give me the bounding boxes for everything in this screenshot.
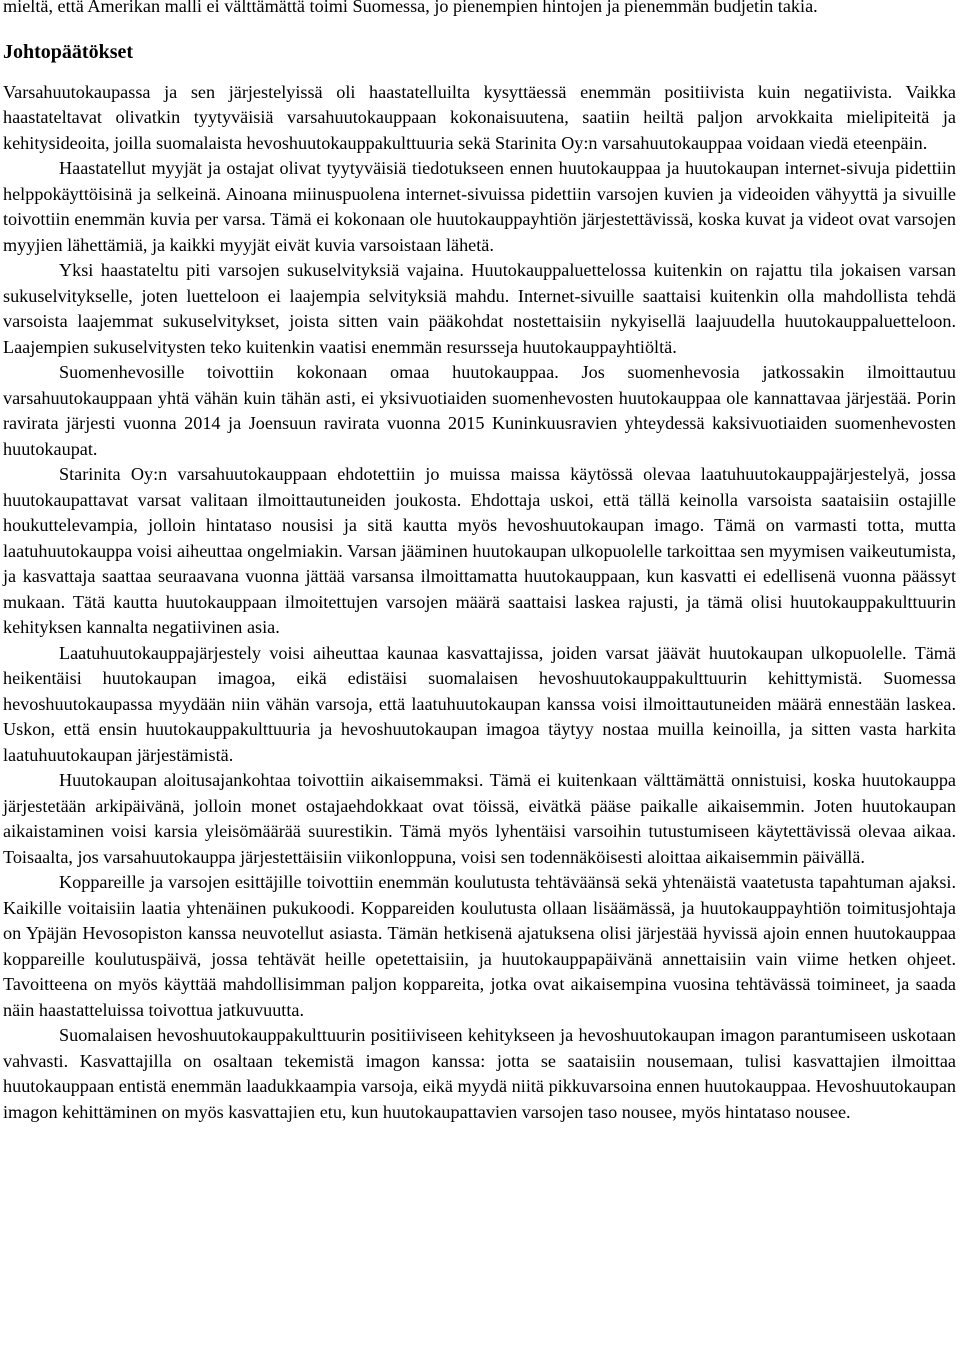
paragraph-4: Suomenhevosille toivottiin kokonaan omaa huutokauppaa. Jos suomenhevosia jatkossakin ilmoittautuu varsahuutokauppaan yhtä vähän kuin tähän asti, ei yksivuotiaiden suomenhevosten huutokauppaa ole kannattavaa järjestää. Porin ravirata järjesti vuonna 2014 ja Joensuun ravirata vuonna 2015 Kuninkuusravien yhteydessä kaksivuotiaiden suomenhevosten huutokaupat. bbox=[3, 362, 956, 459]
paragraph-2: Haastatellut myyjät ja ostajat olivat tyytyväisiä tiedotukseen ennen huutokauppaa ja huutokaupan internet-sivuja pidettiin helppokäyttöisinä ja selkeinä. Ainoana miinuspuolena internet-sivuissa pidettiin varsojen kuvien ja videoiden vähyyttä ja sivuille toivottiin enemmän kuvia per varsa. Tämä ei kokonaan ole huutokauppayhtiön järjestettävissä, koska kuvat ja videot ovat varsojen myyjien lähettämiä, ja kaikki myyjät eivät kuvia varsoistaan lähetä. bbox=[3, 158, 956, 255]
paragraph-1: Varsahuutokaupassa ja sen järjestelyissä oli haastatelluilta kysyttäessä enemmän positiivista kuin negatiivista. Vaikka haastateltavat olivatkin tyytyväisiä varsahuutokauppaan kokonaisuutena, saatiin heiltä paljon arvokkaita mielipiteitä ja kehitysideoita, joilla suomalaista hevoshuutokauppakulttuuria sekä Starinita Oy:n varsahuutokauppaa voidaan viedä eteenpäin. bbox=[3, 81, 956, 153]
paragraph-9: Suomalaisen hevoshuutokauppakulttuurin positiiviseen kehitykseen ja hevoshuutokaupan imagon parantumiseen uskotaan vahvasti. Kasvattajilla on osaltaan tekemistä imagon kanssa: jotta se saataisiin nousemaan, tulisi kasvattajien ilmoittaa huutokauppaan entistä enemmän laadukkaampia varsoja, eikä myydä niitä pikkuvarsoina ennen huutokauppaa. Hevoshuutokaupan imagon kehittäminen on myös kasvattajien etu, kun huutokaupattavien varsojen taso nousee, myös hintataso nousee. bbox=[3, 1025, 956, 1122]
paragraph-8: Koppareille ja varsojen esittäjille toivottiin enemmän koulutusta tehtäväänsä sekä yhtenäistä vaatetusta tapahtuman ajaksi. Kaikille voitaisiin laatia yhtenäinen pukukoodi. Koppareiden koulutusta ollaan lisäämässä, ja huutokauppayhtiön toimitusjohtaja on Ypäjän Hevosopiston kanssa neuvotellut asiasta. Tämän hetkisenä ajatuksena olisi järjestää hyvissä ajoin ennen huutokauppaa koppareille koulutuspäivä, jossa tehtävät heille opetettaisiin, ja huutokauppapäivänä annettaisiin vain viime hetken ohjeet. Tavoitteena on myös käyttää mahdollisimman paljon koppareita, jotka ovat aikaisempina vuosina tehtävässä toimineet, ja saada näin haastatteluissa toivottua jatkuvuutta. bbox=[3, 872, 956, 1020]
paragraph-3: Yksi haastateltu piti varsojen sukuselvityksiä vajaina. Huutokauppaluettelossa kuitenkin on rajattu tila jokaisen varsan sukuselvitykselle, joten luetteloon ei laajempia selvityksiä mahdu. Internet-sivuille saattaisi kuitenkin olla mahdollista tehdä varsoista laajemmat sukuselvitykset, joista sitten vain pääkohdat nostettaisiin nykyisellä laajuudella huutokauppaluetteloon. Laajempien sukuselvitysten teko kuitenkin vaatisi enemmän resursseja huutokauppayhtiöltä. bbox=[3, 260, 956, 357]
section-heading: Johtopäätökset bbox=[3, 40, 134, 63]
paragraph-5: Starinita Oy:n varsahuutokauppaan ehdotettiin jo muissa maissa käytössä olevaa laatuhuutokauppajärjestelyä, jossa huutokaupattavat varsat valitaan ilmoittautuneiden joukosta. Ehdottaja uskoi, että tällä keinolla varsoista saataisiin ostajille houkuttelevampia, jolloin hintataso nousisi ja sitä kautta myös hevoshuutokaupan imago. Tämä on varmasti totta, mutta laatuhuutokauppa voisi aiheuttaa ongelmiakin. Varsan jääminen huutokaupan ulkopuolelle tarkoittaa sen myymisen vaikeutumista, ja kasvattaja saattaa seuraavana vuonna jättää varsansa ilmoittamatta huutokauppaan, kun kasvatti ei edellisenä vuonna päässyt mukaan. Tätä kautta huutokauppaan ilmoitettujen varsojen määrä saattaisi laskea rajusti, ja tämä olisi huutokauppakulttuurin kehityksen kannalta negatiivinen asia. bbox=[3, 464, 956, 637]
paragraph-6: Laatuhuutokauppajärjestely voisi aiheuttaa kaunaa kasvattajissa, joiden varsat jäävät huutokaupan ulkopuolelle. Tämä heikentäisi huutokaupan imagoa, eikä edistäisi suomalaisen hevoshuutokauppakulttuurin kehittymistä. Suomessa hevoshuutokaupassa myydään niin vähän varsoja, että laatuhuutokaupan kanssa voisi ilmoittautuneiden määrä ennestään laskea. Uskon, että ensin huutokauppakulttuuria ja hevoshuutokaupan imagoa täytyy nostaa muilla keinoilla, ja sitten vasta harkita laatuhuutokaupan järjestämistä. bbox=[3, 642, 956, 765]
paragraph-7: Huutokaupan aloitusajankohtaa toivottiin aikaisemmaksi. Tämä ei kuitenkaan välttämättä onnistuisi, koska huutokauppa järjestetään arkipäivänä, jolloin monet ostajaehdokkaat ovat töissä, eivätkä pääse paikalle aikaisemmin. Joten huutokaupan aikaistaminen voisi karsia yleisömäärää suurestikin. Tämä myös lyhentäisi varsoihin tutustumiseen käytettävissä olevaa aikaa. Toisaalta, jos varsahuutokauppa järjestettäisiin viikonloppuna, voisi sen todennäköisesti aloittaa aikaisemmin päivällä. bbox=[3, 770, 956, 867]
intro-paragraph: mieltä, että Amerikan malli ei välttämättä toimi Suomessa, jo pienempien hintojen ja pienemmän budjetin takia. bbox=[3, 0, 818, 16]
